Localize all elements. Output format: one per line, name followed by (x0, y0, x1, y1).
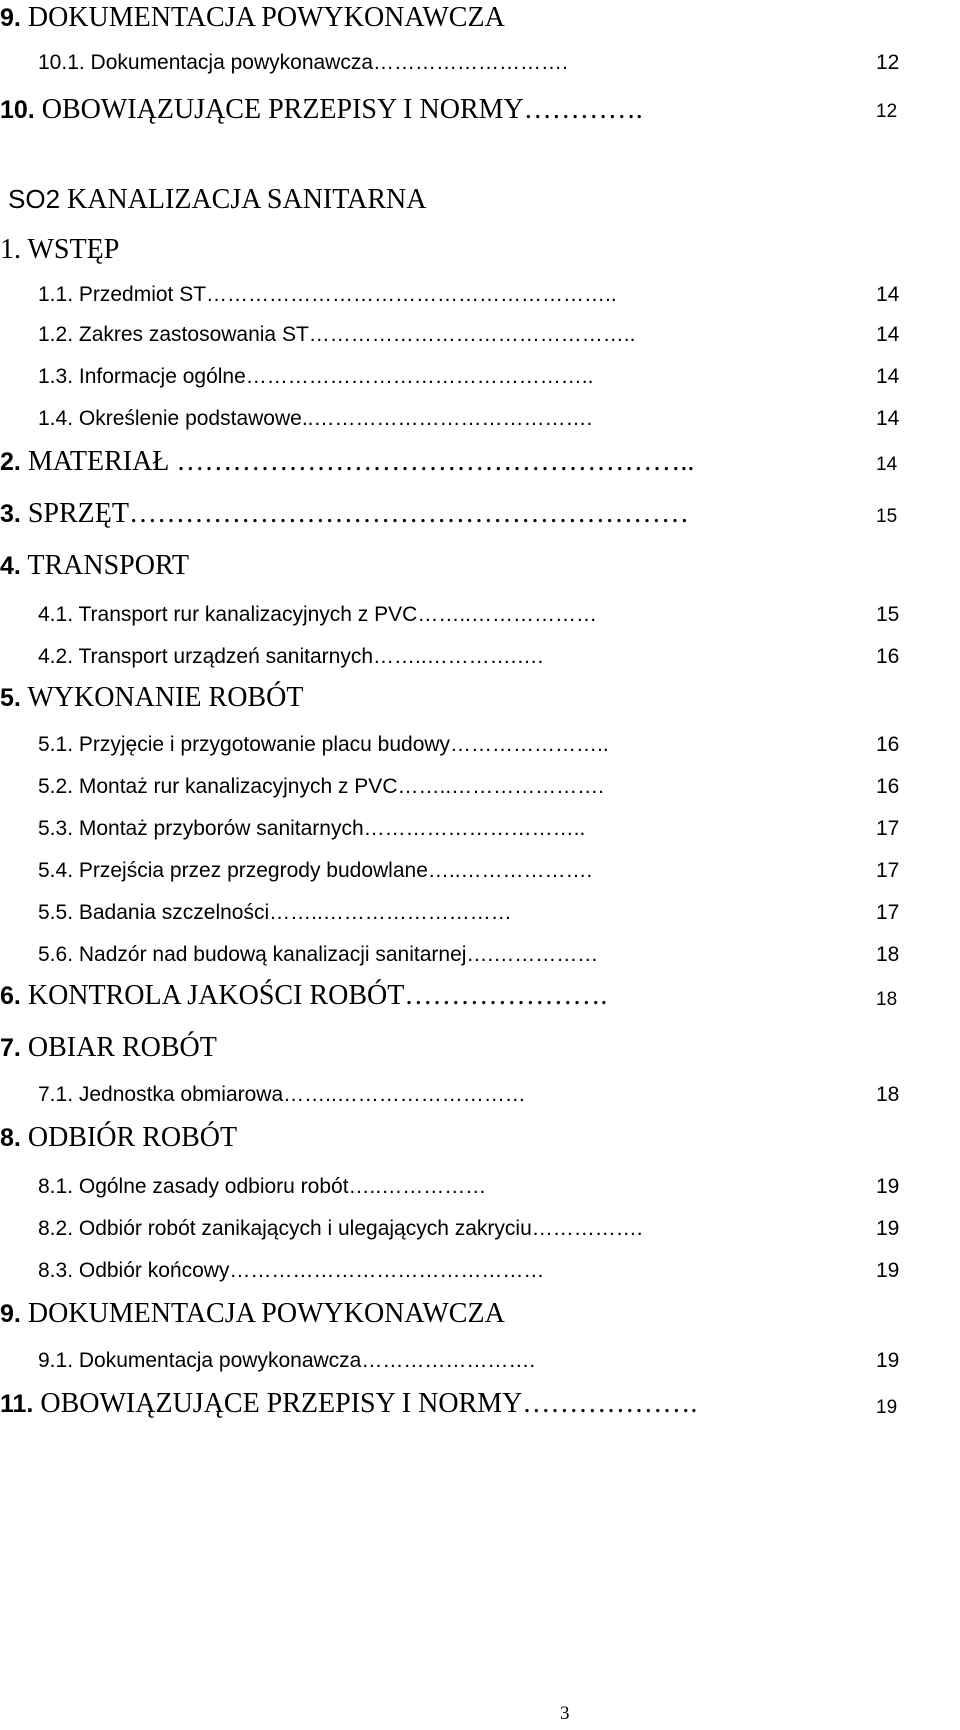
section-number: 10. (0, 96, 35, 124)
page-ref: 19 (876, 1175, 900, 1198)
page-ref: 14 (876, 283, 900, 306)
toc-entry-1-2: 1.2. Zakres zastosowania ST……………………………………….. (38, 323, 636, 346)
toc-section-2-heading (0, 448, 694, 476)
toc-entry-7-1: 7.1. Jednostka obmiarowa……..……………………… (38, 1083, 526, 1106)
section-number: 8. (0, 1124, 21, 1152)
page-ref: 16 (876, 733, 900, 756)
section-number: 2. (0, 448, 21, 476)
toc-section-4-heading (0, 552, 189, 580)
toc-entry-5-4: 5.4. Przejścia przez przegrody budowlane…..………………. (38, 859, 593, 882)
toc-entry-5-1: 5.1. Przyjęcie i przygotowanie placu budowy………………….. (38, 733, 609, 756)
section-title: SPRZĘT…………………………………………………… (20, 498, 689, 529)
toc-section-9-heading (0, 4, 505, 32)
section-number: 7. (0, 1034, 21, 1062)
toc-section-6-heading (0, 982, 607, 1010)
toc-entry-4-1: 4.1. Transport rur kanalizacyjnych z PVC……..……………… (38, 603, 597, 626)
section-number: 6. (0, 982, 21, 1010)
toc-entry-5-5: 5.5. Badania szczelności……..……………………… (38, 901, 512, 924)
section-number: 11. (0, 1390, 34, 1418)
page-ref: 17 (876, 901, 900, 924)
toc-section-8-heading (0, 1124, 237, 1152)
toc-section-7-heading (0, 1034, 217, 1062)
so2-heading (8, 186, 426, 214)
section-number: 3. (0, 500, 21, 528)
page-ref: 12 (876, 51, 900, 74)
page-ref: 17 (876, 859, 900, 882)
page-ref: 16 (876, 645, 900, 668)
section-title: DOKUMENTACJA POWYKONAWCZA (20, 1298, 505, 1329)
toc-section-9-heading-bottom (0, 1300, 505, 1328)
toc-entry-1-4: 1.4. Określenie podstawowe..…………………………………. (38, 407, 593, 430)
section-number: 5. (0, 684, 21, 712)
toc-section-3-heading (0, 500, 689, 528)
page-ref: 18 (876, 989, 898, 1010)
page-ref: 16 (876, 775, 900, 798)
entry-text: 10.1. Dokumentacja powykonawcza………………………. (38, 51, 568, 74)
toc-section-5-heading (0, 684, 303, 712)
section-title: ODBIÓR ROBÓT (20, 1122, 238, 1153)
page-ref: 12 (876, 101, 898, 122)
section-title: OBOWIĄZUJĄCE PRZEPISY I NORMY…………. (34, 94, 643, 125)
toc-section-10-heading (0, 96, 643, 124)
section-title: OBOWIĄZUJĄCE PRZEPISY I NORMY………………. (33, 1388, 698, 1419)
toc-entry-5-6: 5.6. Nadzór nad budową kanalizacji sanitarnej….…………… (38, 943, 599, 966)
toc-entry-8-1: 8.1. Ogólne zasady odbioru robót…..…………… (38, 1175, 487, 1198)
section-number: 4. (0, 552, 21, 580)
toc-entry-4-2: 4.2. Transport urządzeń sanitarnych……..………….…. (38, 645, 544, 668)
section-title: KONTROLA JAKOŚCI ROBÓT…………………. (20, 980, 608, 1011)
section-number: 9. (0, 4, 21, 32)
toc-entry-10-1 (38, 52, 568, 73)
page-ref: 14 (876, 323, 900, 346)
toc-section-1-heading: 1. WSTĘP (0, 234, 120, 265)
toc-section-11-heading (0, 1390, 697, 1418)
page-ref: 18 (876, 943, 900, 966)
so2-prefix: SO2 (8, 184, 61, 214)
so2-title: KANALIZACJA SANITARNA (60, 184, 427, 215)
toc-entry-1-1: 1.1. Przedmiot ST………………………………………………….. (38, 283, 617, 306)
page-ref: 15 (876, 603, 900, 626)
section-title: OBIAR ROBÓT (20, 1032, 217, 1063)
section-title: TRANSPORT (20, 550, 190, 581)
page-ref: 18 (876, 1083, 900, 1106)
toc-entry-8-3: 8.3. Odbiór końcowy……………………………………… (38, 1259, 545, 1282)
page-number: 3 (560, 1703, 570, 1724)
page-ref: 14 (876, 454, 898, 475)
section-title: WYKONANIE ROBÓT (20, 682, 304, 713)
page-ref: 14 (876, 365, 900, 388)
section-title: MATERIAŁ ……………………………………………….. (20, 446, 695, 477)
section-title: DOKUMENTACJA POWYKONAWCZA (20, 2, 505, 33)
toc-entry-5-2: 5.2. Montaż rur kanalizacyjnych z PVC……..…………………. (38, 775, 604, 798)
page-ref: 19 (876, 1217, 900, 1240)
toc-entry-9-1: 9.1. Dokumentacja powykonawcza……………………. (38, 1349, 536, 1372)
page-ref: 17 (876, 817, 900, 840)
toc-entry-5-3: 5.3. Montaż przyborów sanitarnych………………………….. (38, 817, 586, 840)
section-number: 9. (0, 1300, 21, 1328)
page-ref: 19 (876, 1259, 900, 1282)
toc-entry-8-2: 8.2. Odbiór robót zanikających i ulegających zakryciu……………. (38, 1217, 643, 1240)
toc-entry-1-3: 1.3. Informacje ogólne………………………………………….. (38, 365, 594, 388)
page-ref: 19 (876, 1397, 898, 1418)
page-ref: 19 (876, 1349, 900, 1372)
page-ref: 14 (876, 407, 900, 430)
page-ref: 15 (876, 506, 898, 527)
